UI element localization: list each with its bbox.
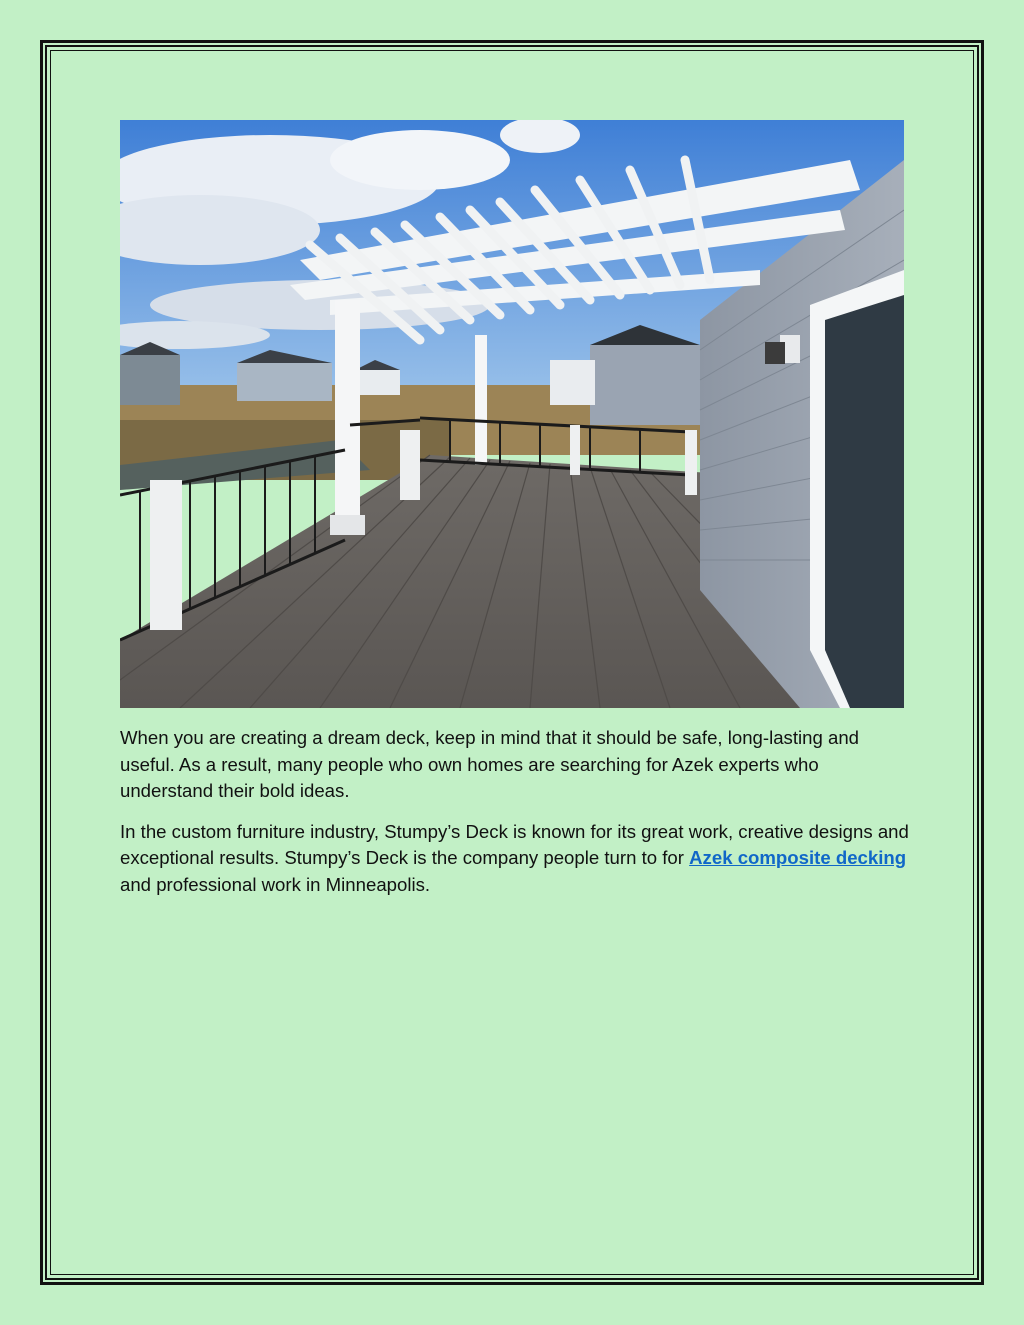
azek-composite-decking-link[interactable]: Azek composite decking [689,847,907,868]
paragraph-company [120,819,910,899]
deck-pergola-photo [120,120,904,708]
paragraph-company-text-before: In the custom furniture industry, Stumpy’s Deck is known for its great work, creative designs and exceptional results. Stumpy’s Deck is the company people turn to for [120,820,909,868]
body-text [120,725,910,912]
paragraph-company-text-after: and professional work in Minneapolis. [120,873,431,895]
paragraph-intro: When you are creating a dream deck, keep in mind that it should be safe, long-lasting and useful. As a result, many people who own homes are searching for Azek experts who understand their bold ideas. [120,727,860,801]
